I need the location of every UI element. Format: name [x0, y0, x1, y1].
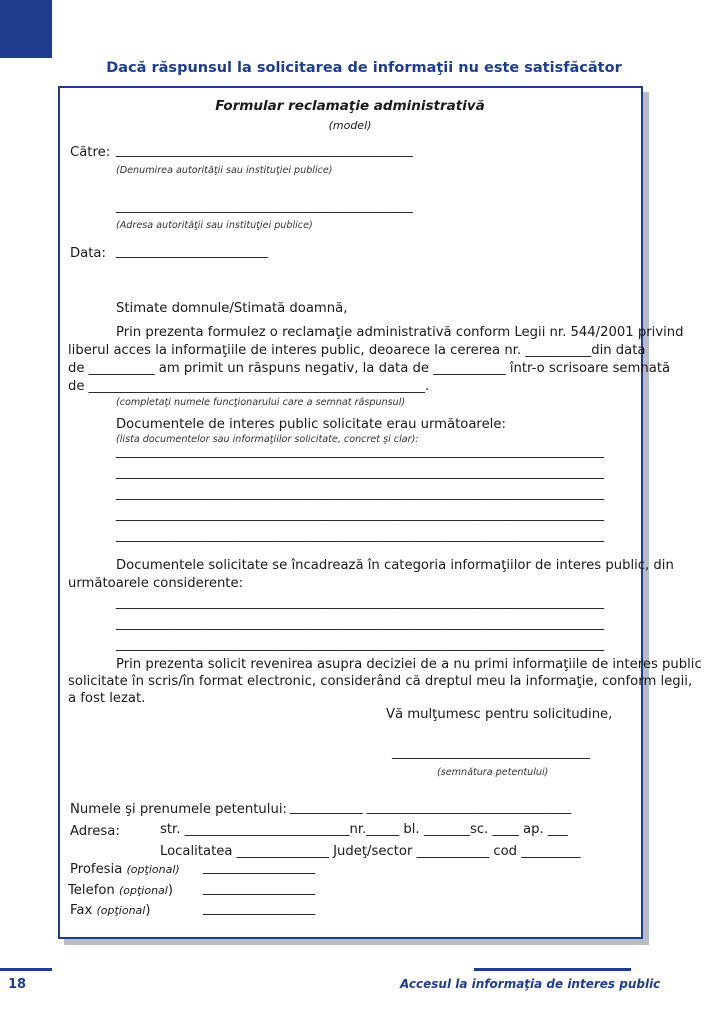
adresa-institutie-line: _____________________________________________	[116, 199, 413, 214]
telefon-line: _________________	[203, 881, 316, 896]
footer-title: Accesul la informaţia de interes public	[400, 977, 661, 991]
page-heading: Dacă răspunsul la solicitarea de informaţii nu este satisfăcător	[106, 60, 622, 76]
fax-label	[70, 903, 151, 918]
profesia-line: _________________	[203, 860, 316, 875]
p2-line1: Documentele de interes public solicitate erau următoarele:	[116, 417, 506, 432]
p4-line1: Prin prezenta solicit revenirea asupra deciziei de a nu primi informaţiile de interes public	[116, 657, 702, 672]
page-number: 18	[8, 977, 27, 992]
p2-blank-line: __________________________________________________________________________	[116, 507, 604, 522]
profesia-label	[70, 862, 180, 877]
fax-optional: (opţional	[96, 904, 146, 917]
p4-line3: a fost lezat.	[68, 691, 146, 706]
p3-blank-line: __________________________________________________________________________	[116, 637, 604, 652]
telefon-close: )	[167, 883, 174, 898]
form-title: Formular reclamaţie administrativă	[215, 98, 485, 114]
adresa-label: Adresa:	[70, 824, 120, 839]
p4-line2: solicitate în scris/în format electronic, considerând că dreptul meu la informaţie, conform legii,	[68, 674, 693, 689]
p1-line3: de __________ am primit un răspuns negativ, la data de ___________ într-o scrisoare semnată	[68, 361, 671, 376]
catre-line: _____________________________________________	[116, 143, 413, 158]
signature-line: ______________________________	[392, 745, 590, 760]
telefon-label	[68, 883, 173, 898]
p2-blank-line: __________________________________________________________________________	[116, 528, 604, 543]
p3-line1: Documentele solicitate se încadrează în categoria informaţiilor de interes public, din	[116, 558, 674, 573]
fax-text: Fax	[70, 903, 93, 918]
p1-line2: liberul acces la informaţiile de interes public, deoarece la cererea nr. __________din data	[68, 343, 646, 358]
p1-line4: de ___________________________________________________.	[68, 379, 430, 394]
p3-blank-line: __________________________________________________________________________	[116, 616, 604, 631]
fax-line: _________________	[203, 901, 316, 916]
form-subtitle: (model)	[328, 119, 372, 132]
telefon-text: Telefon	[68, 883, 115, 898]
profesia-text: Profesia	[70, 862, 123, 877]
corner-block	[0, 0, 52, 58]
adresa-institutie-hint: (Adresa autorităţii sau instituţiei publice)	[116, 220, 313, 231]
p1-hint: (completaţi numele funcţionarului care a semnat răspunsul)	[116, 397, 406, 408]
p3-blank-line: __________________________________________________________________________	[116, 595, 604, 610]
greeting: Stimate domnule/Stimată doamnă,	[116, 301, 348, 316]
footer-rule-left	[0, 968, 52, 971]
p2-blank-line: __________________________________________________________________________	[116, 486, 604, 501]
p2-blank-line: __________________________________________________________________________	[116, 465, 604, 480]
telefon-optional: (opţional	[118, 884, 168, 897]
profesia-optional: (opţional)	[126, 863, 180, 876]
p1-line1: Prin prezenta formulez o reclamaţie administrativă conform Legii nr. 544/2001 privind	[116, 325, 684, 340]
fax-close: )	[145, 903, 151, 918]
p2-hint: (lista documentelor sau informaţiilor solicitate, concret şi clar):	[116, 434, 419, 445]
localitate-fields: Localitatea ______________ Judeţ/sector ___________ cod _________	[160, 844, 581, 859]
catre-hint: (Denumirea autorităţii sau instituţiei publice)	[116, 165, 333, 176]
data-line: _______________________	[116, 244, 268, 259]
name-label: Numele şi prenumele petentului:	[70, 802, 287, 817]
thanks-line: Vă mulţumesc pentru solicitudine,	[386, 707, 613, 722]
footer-rule-right	[474, 968, 631, 971]
name-line: ___________ _______________________________	[290, 800, 572, 815]
p3-line2: următoarele considerente:	[68, 576, 244, 591]
adresa-fields: str. _________________________nr._____ bl. _______sc. ____ ap. ___	[160, 822, 568, 837]
signature-hint: (semnătura petentului)	[437, 767, 549, 778]
catre-label: Către:	[70, 145, 111, 160]
p2-blank-line: __________________________________________________________________________	[116, 444, 604, 459]
data-label: Data:	[70, 246, 106, 261]
